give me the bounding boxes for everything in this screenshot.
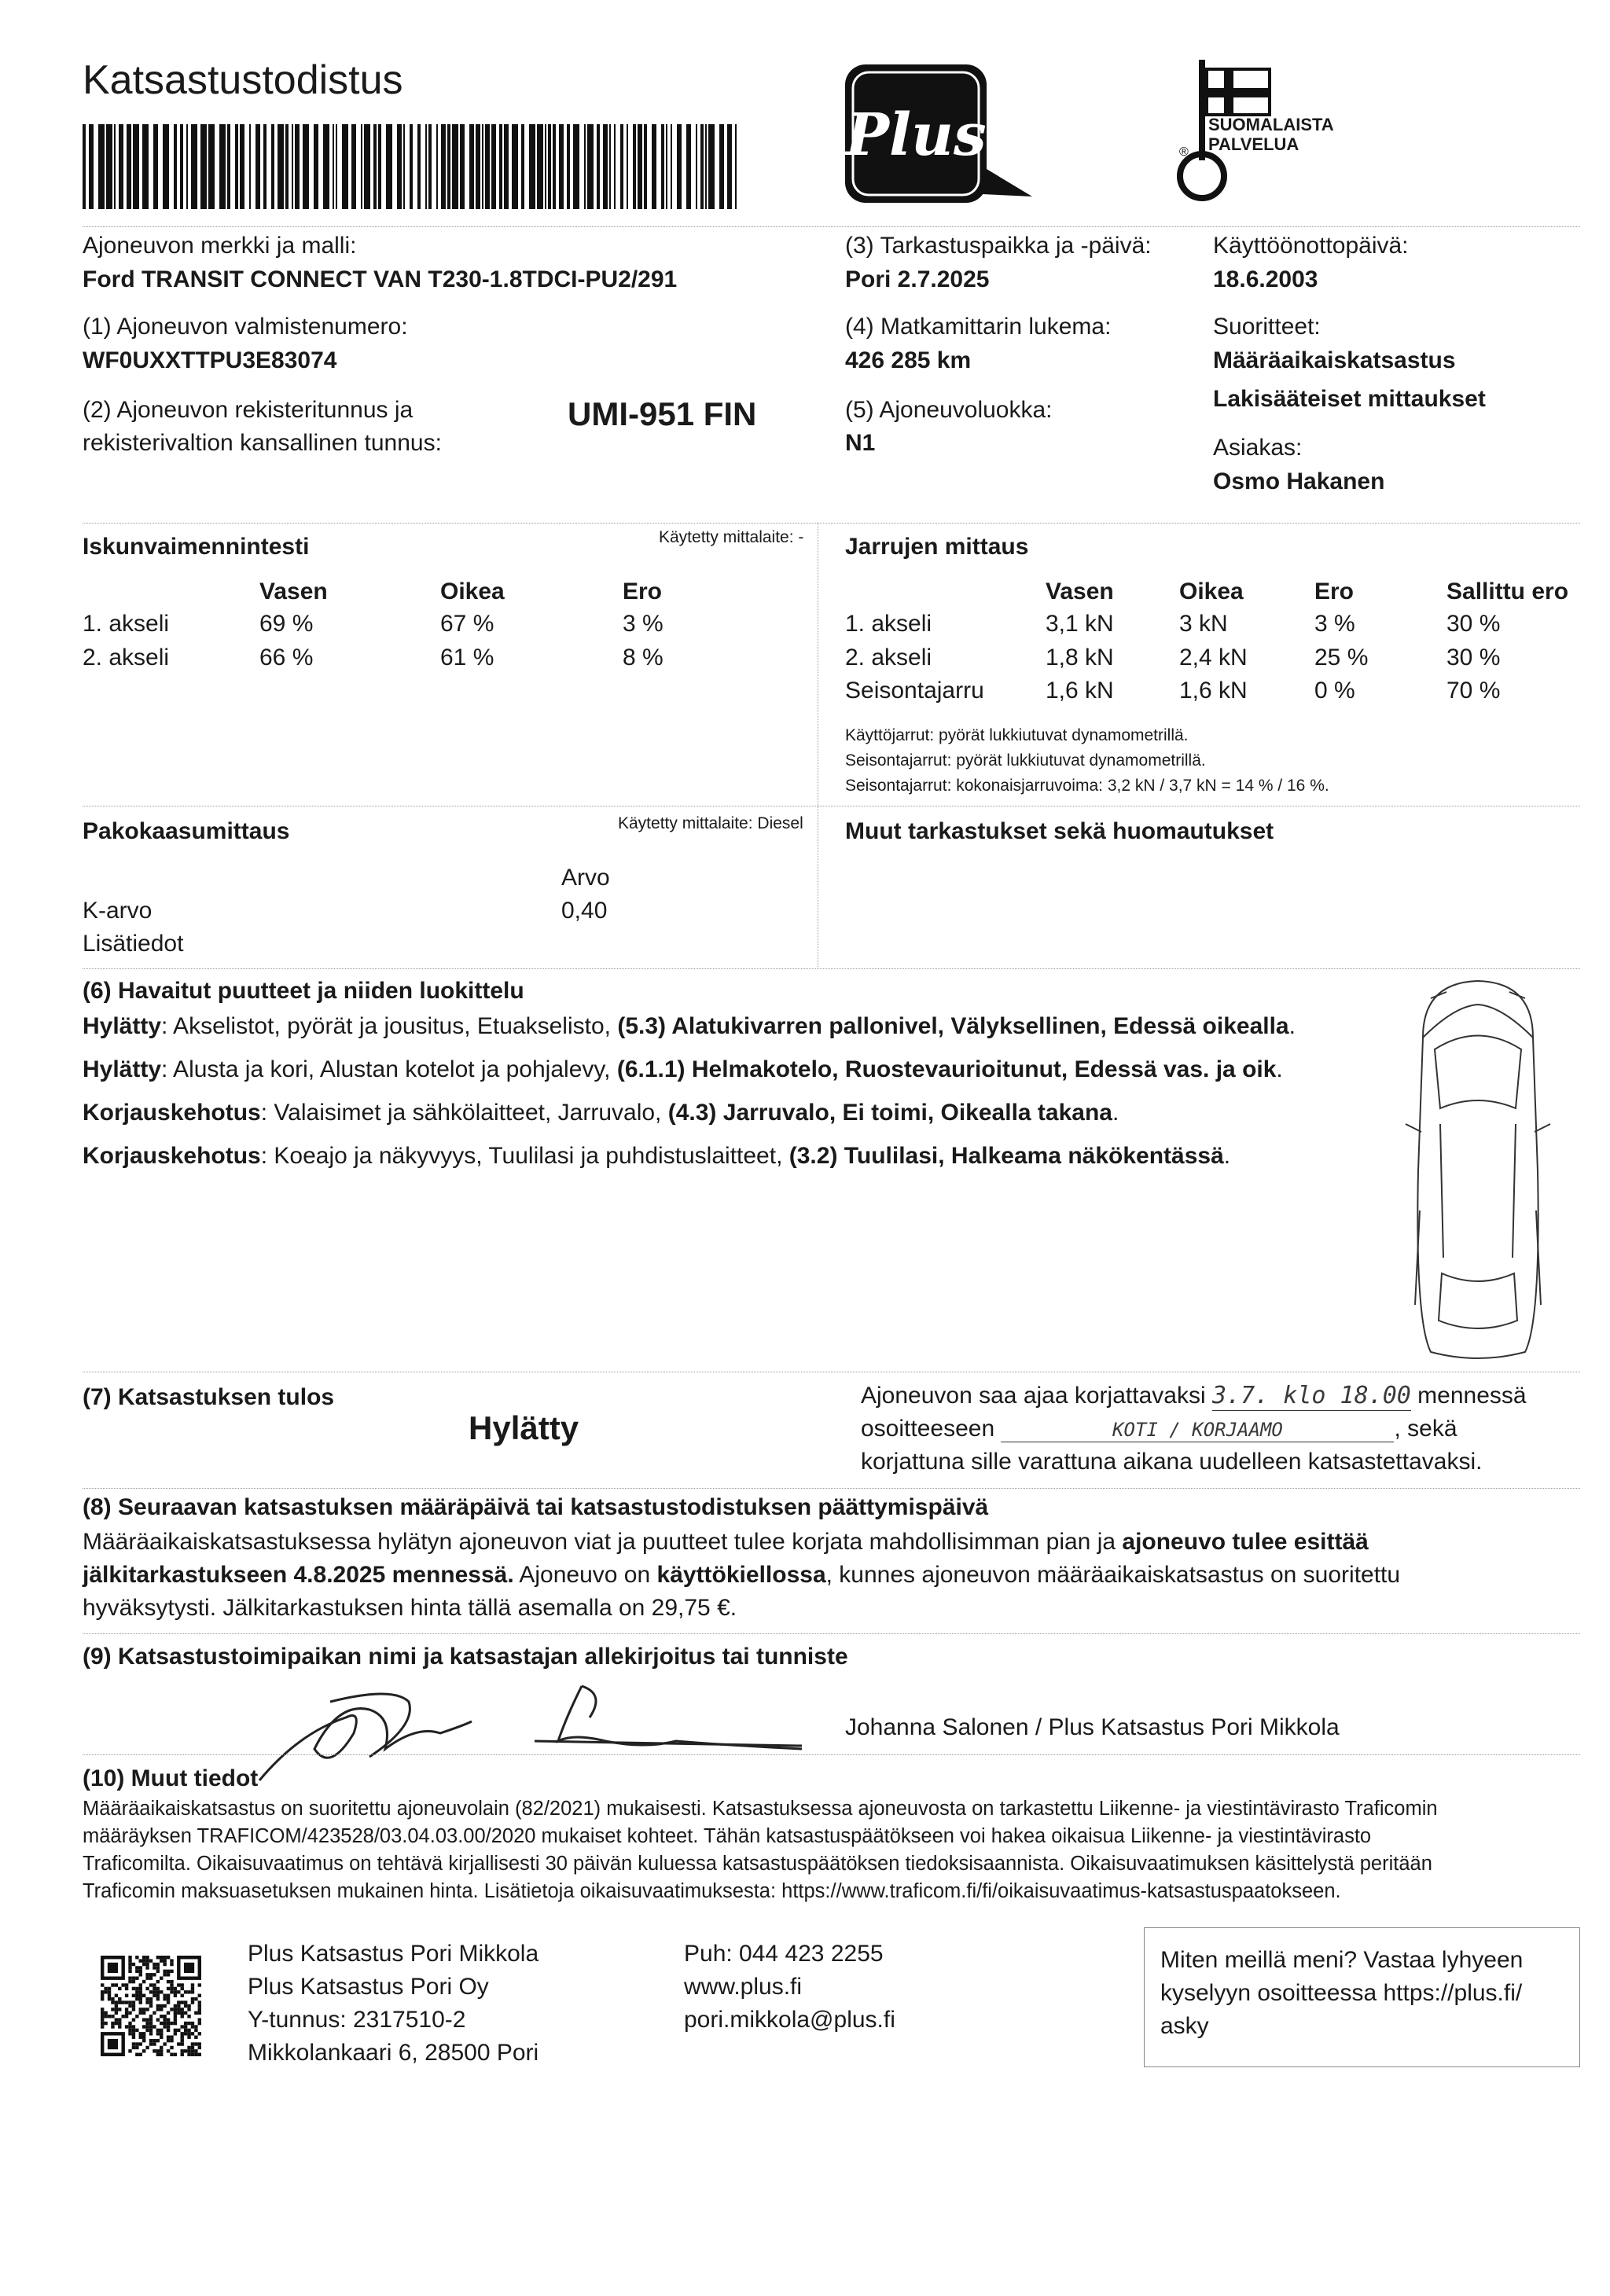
shock-header-diff: Ero <box>623 579 663 604</box>
badge-line-1: SUOMALAISTA <box>1208 115 1334 134</box>
brake-axle: 1. akseli <box>845 611 932 637</box>
shock-diff: 8 % <box>623 645 663 670</box>
brake-right: 3 kN <box>1179 611 1228 637</box>
shock-header-left: Vasen <box>259 579 328 604</box>
divider <box>83 1754 1580 1755</box>
shock-right: 61 % <box>440 645 494 670</box>
defect-code: (6.1.1) Helmakotelo, Ruostevaurioitunut, Edessä vas. ja oik <box>616 1056 1277 1082</box>
contact-info <box>684 1938 895 2037</box>
badge-line-2: PALVELUA <box>1208 134 1299 155</box>
services-label: Suoritteet: <box>1213 314 1321 340</box>
brake-left: 3,1 kN <box>1046 611 1114 637</box>
defect-item <box>83 1142 1230 1170</box>
brake-note: Käyttöjarrut: pyörät lukkiutuvat dynamometrillä. <box>845 726 1189 744</box>
brakes-title: Jarrujen mittaus <box>845 534 1029 560</box>
address-text: , sekä <box>1394 1416 1457 1442</box>
vin-value: WF0UXXTTPU3E83074 <box>83 347 337 373</box>
customer-label: Asiakas: <box>1213 435 1303 461</box>
shock-axle: 2. akseli <box>83 645 170 670</box>
make-value: Ford TRANSIT CONNECT VAN T230-1.8TDCI-PU2/291 <box>83 266 678 292</box>
k-value-label: K-arvo <box>83 898 153 924</box>
odometer-label: (4) Matkamittarin lukema: <box>845 314 1112 340</box>
defect-item <box>83 1099 1119 1127</box>
shock-test-device: Käytetty mittalaite: - <box>659 528 804 546</box>
brake-right: 1,6 kN <box>1179 678 1248 703</box>
drive-text: Ajoneuvon saa ajaa korjattavaksi <box>861 1383 1206 1409</box>
reg-label-2: rekisterivaltion kansallinen tunnus: <box>83 430 442 456</box>
brake-right: 2,4 kN <box>1179 645 1248 670</box>
service-1: Määräaikaiskatsastus <box>1213 347 1456 373</box>
defect-end: . <box>1112 1100 1119 1126</box>
defect-class: Hylätty <box>83 1056 162 1082</box>
survey-line: Miten meillä meni? Vastaa lyhyeen <box>1160 1947 1524 1973</box>
class-label: (5) Ajoneuvoluokka: <box>845 397 1053 423</box>
address-text: osoitteeseen <box>861 1416 995 1442</box>
defect-code: (3.2) Tuulilasi, Halkeama näkökentässä <box>788 1143 1224 1169</box>
brake-axle: 2. akseli <box>845 645 932 670</box>
brake-axle: Seisontajarru <box>845 678 984 703</box>
make-label: Ajoneuvon merkki ja malli: <box>83 233 357 259</box>
service-2: Lakisääteiset mittaukset <box>1213 386 1486 412</box>
defect-text: : Valaisimet ja sähkölaitteet, Jarruvalo, <box>260 1100 668 1126</box>
other-info-line: Traficomin maksuasetuksen mukainen hinta. Lisätietoja oikaisuvaatimuksesta: https://www.traficom.fi/fi/oikaisuvaatimus-katsastuspaatokseen. <box>83 1880 1341 1902</box>
shock-left: 66 % <box>259 645 314 670</box>
exhaust-title: Pakokaasumittaus <box>83 818 290 844</box>
badge-text <box>1208 115 1334 155</box>
shock-right: 67 % <box>440 611 494 637</box>
qr-code <box>101 1956 201 2056</box>
defect-code: (4.3) Jarruvalo, Ei toimi, Oikealla takana <box>667 1100 1112 1126</box>
exhaust-device: Käytetty mittalaite: Diesel <box>618 814 803 832</box>
defect-text: : Koeajo ja näkyvyys, Tuulilasi ja puhdistuslaitteet, <box>260 1143 789 1169</box>
other-info-line: Traficomilta. Oikaisuvaatimus on tehtävä kirjallisesti 30 päivän kuluessa katsastuspäätöksen tiedoksisaannista. Oikaisuvaatimuksen käsittelystä peritään <box>83 1853 1432 1875</box>
website-link[interactable]: www.plus.fi <box>684 1974 803 2000</box>
customer-value: Osmo Hakanen <box>1213 468 1385 494</box>
next-text: Määräaikaiskatsastuksessa hylätyn ajoneuvon viat ja puutteet tulee korjata mahdollisimman pian ja <box>83 1529 1123 1555</box>
brake-header-right: Oikea <box>1179 579 1244 604</box>
registered-mark: ® <box>1179 145 1189 159</box>
signature-title: (9) Katsastustoimipaikan nimi ja katsastajan allekirjoitus tai tunniste <box>83 1644 848 1670</box>
first-use-label: Käyttöönottopäivä: <box>1213 233 1409 259</box>
document-title: Katsastustodistus <box>83 57 403 103</box>
next-text: Ajoneuvo on <box>513 1562 657 1588</box>
other-checks-title: Muut tarkastukset sekä huomautukset <box>845 818 1274 844</box>
next-text: , kunnes ajoneuvon määräaikaiskatsastus on suoritettu <box>825 1562 1401 1588</box>
address-line <box>861 1415 1457 1443</box>
brake-diff: 3 % <box>1314 611 1355 637</box>
defect-end: . <box>1288 1013 1296 1039</box>
brake-note: Seisontajarrut: pyörät lukkiutuvat dynamometrillä. <box>845 751 1206 770</box>
retest-deadline: jälkitarkastukseen 4.8.2025 mennessä. <box>83 1562 514 1588</box>
shock-test-title: Iskunvaimennintesti <box>83 534 310 560</box>
drive-permission-line <box>861 1382 1527 1411</box>
place-label: (3) Tarkastuspaikka ja -päivä: <box>845 233 1152 259</box>
plus-logo <box>845 64 1034 204</box>
defect-class: Korjauskehotus <box>83 1100 261 1126</box>
brake-diff: 0 % <box>1314 678 1355 703</box>
next-title: (8) Seuraavan katsastuksen määräpäivä tai katsastustodistuksen päättymispäivä <box>83 1494 989 1520</box>
shock-diff: 3 % <box>623 611 663 637</box>
next-line-1 <box>83 1528 1369 1556</box>
other-info-line: Määräaikaiskatsastus on suoritettu ajoneuvolain (82/2021) mukaisesti. Katsastuksessa ajoneuvosta on tarkastettu Liikenne- ja viestintävirasto Traficomin <box>83 1798 1438 1820</box>
brake-allowed: 30 % <box>1446 645 1501 670</box>
result-title: (7) Katsastuksen tulos <box>83 1384 335 1410</box>
brake-note: Seisontajarrut: kokonaisjarruvoima: 3,2 kN / 3,7 kN = 14 % / 16 %. <box>845 777 1329 795</box>
brake-allowed: 70 % <box>1446 678 1501 703</box>
other-info-title: (10) Muut tiedot <box>83 1765 259 1791</box>
brake-header-diff: Ero <box>1314 579 1355 604</box>
email-link[interactable]: pori.mikkola@plus.fi <box>684 2007 895 2033</box>
odometer-value: 426 285 km <box>845 347 972 373</box>
inspector-name: Johanna Salonen / Plus Katsastus Pori Mikkola <box>845 1714 1340 1740</box>
defect-class: Hylätty <box>83 1013 162 1039</box>
defect-end: . <box>1223 1143 1231 1169</box>
place-value: Pori 2.7.2025 <box>845 266 990 292</box>
company-line: Mikkolankaari 6, 28500 Pori <box>248 2040 539 2066</box>
divider <box>83 226 1580 227</box>
survey-line: asky <box>1160 2013 1209 2039</box>
brake-diff: 25 % <box>1314 645 1369 670</box>
defects-title: (6) Havaitut puutteet ja niiden luokittelu <box>83 978 524 1004</box>
class-value: N1 <box>845 430 876 456</box>
reg-label-1: (2) Ajoneuvon rekisteritunnus ja <box>83 397 414 423</box>
company-line: Plus Katsastus Pori Oy <box>248 1974 489 2000</box>
company-line: Plus Katsastus Pori Mikkola <box>248 1941 539 1967</box>
divider <box>83 968 1580 969</box>
result-value: Hylätty <box>469 1409 579 1446</box>
survey-box <box>1144 1927 1580 2067</box>
address-handwritten: KOTI / KORJAAMO <box>1001 1419 1394 1442</box>
company-line: Y-tunnus: 2317510-2 <box>248 2007 466 2033</box>
next-line-3: hyväksytysti. Jälkitarkastuksen hinta tällä asemalla on 29,75 €. <box>83 1595 737 1621</box>
defect-text: : Akselistot, pyörät ja jousitus, Etuakselisto, <box>161 1013 618 1039</box>
usage-ban: käyttökiellossa <box>656 1562 826 1588</box>
divider <box>83 1488 1580 1489</box>
other-info-line: määräyksen TRAFICOM/423528/03.04.03.00/2020 mukaiset kohteet. Tähän katsastuspäätökseen voi hakea oikaisua Liikenne- ja viestintävirasto <box>83 1825 1372 1847</box>
brake-left: 1,8 kN <box>1046 645 1114 670</box>
registration-plate: UMI-951 FIN <box>568 395 757 432</box>
car-diagram <box>1391 975 1564 1368</box>
plus-logo-text: Plus <box>845 101 987 169</box>
phone: Puh: 044 423 2255 <box>684 1941 884 1967</box>
brake-header-left: Vasen <box>1046 579 1114 604</box>
brake-header-allowed: Sallittu ero <box>1446 579 1569 604</box>
drive-text: mennessä <box>1417 1383 1527 1409</box>
k-value: 0,40 <box>561 898 608 924</box>
shock-axle: 1. akseli <box>83 611 170 637</box>
retest-text: korjattuna sille varattuna aikana uudelleen katsastettavaksi. <box>861 1449 1483 1475</box>
defect-class: Korjauskehotus <box>83 1143 261 1169</box>
exhaust-value-header: Arvo <box>561 865 610 891</box>
next-text-bold: ajoneuvo tulee esittää <box>1122 1529 1369 1555</box>
defect-code: (5.3) Alatukivarren pallonivel, Välyksellinen, Edessä oikealla <box>617 1013 1289 1039</box>
survey-link[interactable]: kyselyyn osoitteessa https://plus.fi/ <box>1160 1980 1523 2006</box>
other-info-text <box>83 1795 1438 1905</box>
divider <box>83 1633 1580 1634</box>
defect-item <box>83 1056 1283 1084</box>
first-use-value: 18.6.2003 <box>1213 266 1318 292</box>
defect-text: : Alusta ja kori, Alustan kotelot ja pohjalevy, <box>161 1056 617 1082</box>
suomalaista-palvelua-badge <box>1160 60 1340 201</box>
company-info <box>248 1938 539 2070</box>
extra-info-label: Lisätiedot <box>83 931 184 957</box>
brake-allowed: 30 % <box>1446 611 1501 637</box>
signature-image <box>236 1670 833 1788</box>
next-line-2 <box>83 1561 1400 1589</box>
brake-left: 1,6 kN <box>1046 678 1114 703</box>
defect-end: . <box>1276 1056 1283 1082</box>
defect-item <box>83 1012 1296 1041</box>
barcode <box>83 124 743 209</box>
vin-label: (1) Ajoneuvon valmistenumero: <box>83 314 408 340</box>
drive-deadline-handwritten: 3.7. klo 18.00 <box>1211 1382 1411 1409</box>
shock-left: 69 % <box>259 611 314 637</box>
shock-header-right: Oikea <box>440 579 505 604</box>
